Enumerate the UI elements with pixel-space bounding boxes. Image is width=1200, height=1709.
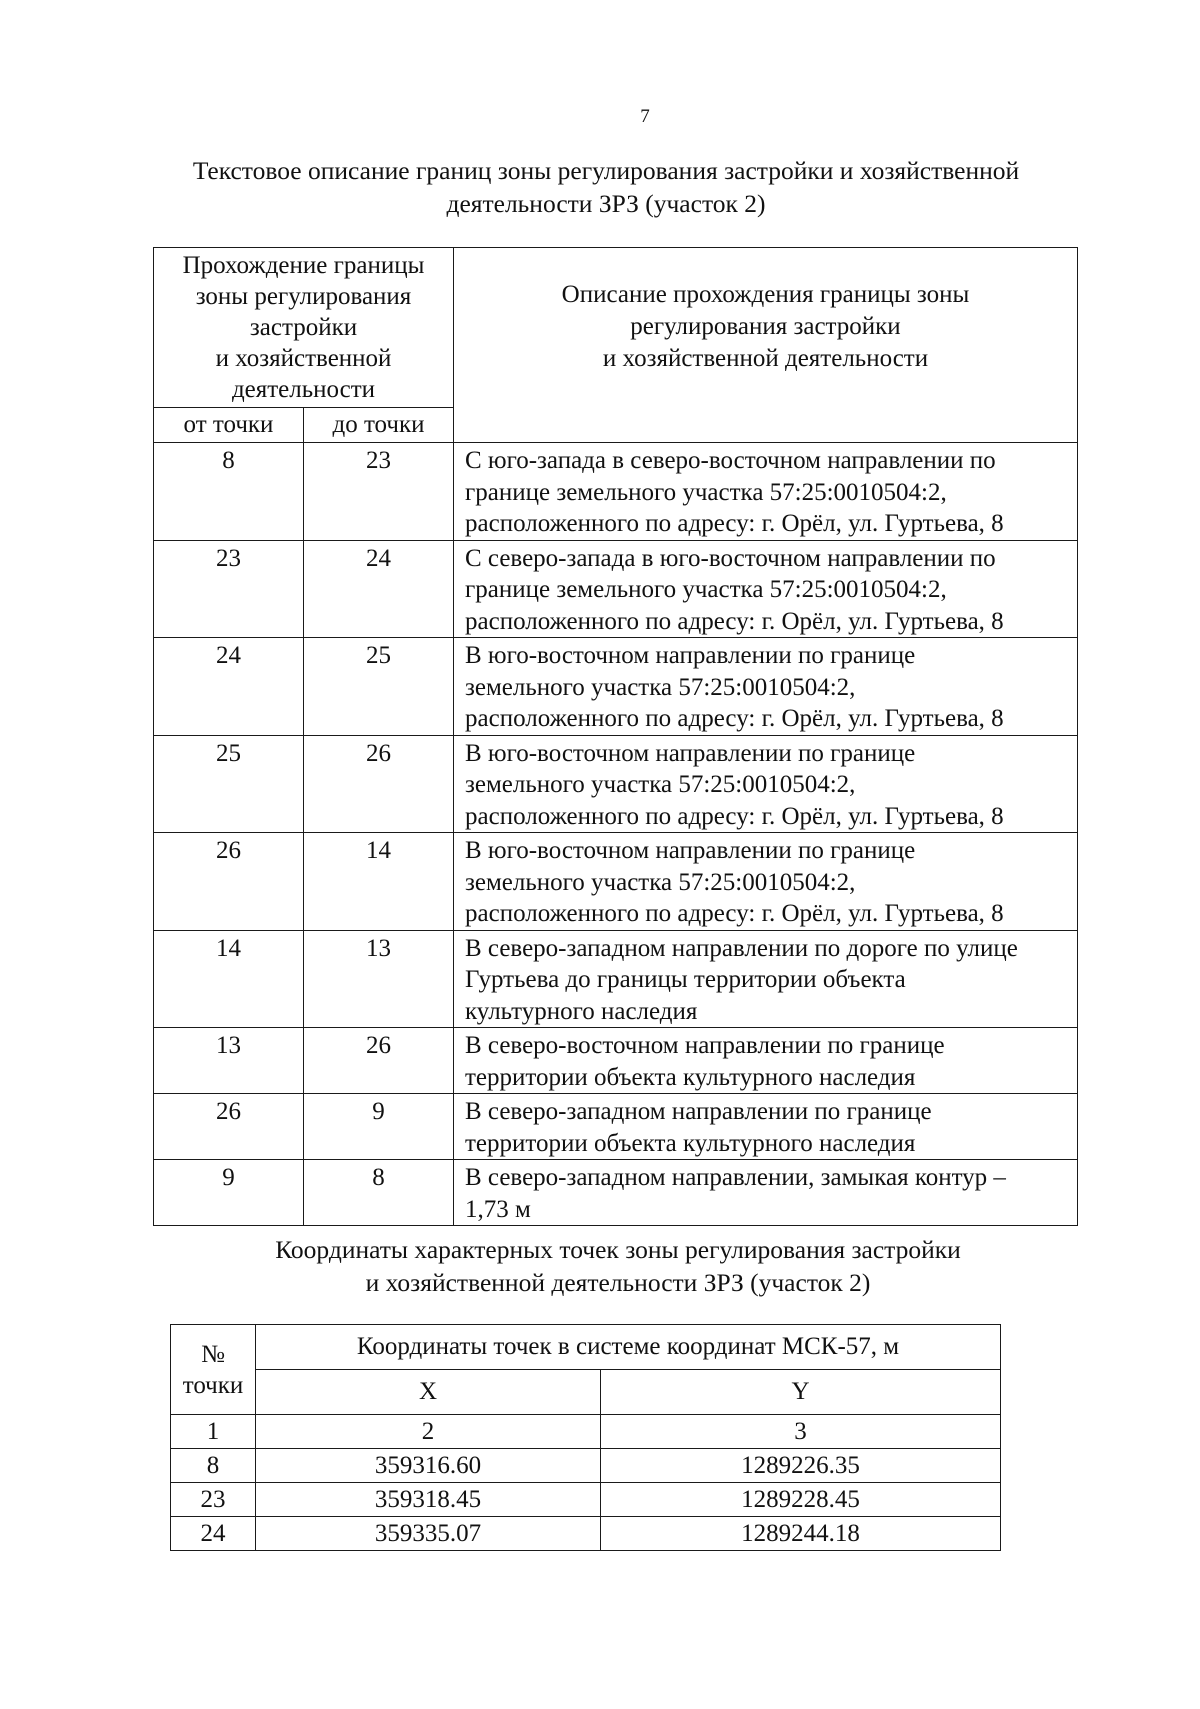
from-point: 14 (154, 930, 304, 1028)
coordinates-table (170, 1324, 1001, 1551)
description-line: 1,73 м (465, 1195, 531, 1223)
boundary-description-title (0, 154, 1200, 220)
table-row (171, 1517, 1001, 1551)
y-coordinate: 1289226.35 (601, 1449, 1001, 1483)
point-number: 8 (171, 1449, 256, 1483)
header-line: застройки (249, 314, 358, 341)
x-coordinate: 359316.60 (256, 1449, 601, 1483)
table-row (171, 1483, 1001, 1517)
from-point: 9 (154, 1160, 304, 1226)
title-line: Текстовое описание границ зоны регулирования застройки и хозяйственной (192, 156, 1020, 185)
boundary-description-table (153, 247, 1078, 1226)
column-index: 3 (601, 1415, 1001, 1449)
column-index: 2 (256, 1415, 601, 1449)
description-line: В северо-западном направлении, замыкая контур – (465, 1164, 1006, 1191)
description-line: территории объекта культурного наследия (465, 1129, 916, 1157)
table-row (154, 930, 1078, 1028)
description-line: расположенного по адресу: г. Орёл, ул. Гуртьева, 8 (465, 510, 1004, 537)
description-line: расположенного по адресу: г. Орёл, ул. Гуртьева, 8 (465, 802, 1004, 830)
header-line: точки (182, 1371, 244, 1399)
description-line: расположенного по адресу: г. Орёл, ул. Гуртьева, 8 (465, 607, 1004, 635)
from-point: 8 (154, 443, 304, 541)
to-point: 13 (304, 930, 454, 1028)
point-number-header (171, 1325, 256, 1415)
description-line: В северо-западном направлении по дороге по улице (465, 934, 1018, 962)
description-line: В юго-восточном направлении по границе (465, 837, 916, 864)
point-number: 24 (171, 1517, 256, 1551)
description-line: В северо-восточном направлении по границе (465, 1032, 945, 1059)
header-line: Прохождение границы (182, 252, 425, 279)
table-row (154, 540, 1078, 638)
to-point: 26 (304, 735, 454, 833)
boundary-description (454, 1094, 1078, 1160)
boundary-description (454, 930, 1078, 1028)
description-line: границе земельного участка 57:25:0010504:2, (465, 478, 947, 506)
description-line: В северо-западном направлении по границе (465, 1098, 932, 1125)
table-row (154, 1028, 1078, 1094)
description-line: расположенного по адресу: г. Орёл, ул. Гуртьева, 8 (465, 900, 1004, 927)
header-line: деятельности (231, 376, 376, 403)
title-line: деятельности ЗРЗ (участок 2) (446, 189, 766, 218)
to-point: 9 (304, 1094, 454, 1160)
title-line: и хозяйственной деятельности ЗРЗ (участок 2) (365, 1268, 871, 1297)
description-line: В юго-восточном направлении по границе (465, 642, 916, 669)
boundary-description (454, 638, 1078, 736)
to-point: 25 (304, 638, 454, 736)
description-line: культурного наследия (465, 997, 698, 1025)
y-header: Y (601, 1370, 1001, 1415)
coordinates-title (8, 1233, 1200, 1299)
header-line: и хозяйственной деятельности (602, 345, 929, 372)
to-point-header: до точки (304, 408, 454, 443)
description-line: С юго-запада в северо-восточном направлении по (465, 447, 996, 474)
from-point: 25 (154, 735, 304, 833)
table-row (154, 638, 1078, 736)
description-line: территории объекта культурного наследия (465, 1063, 916, 1091)
x-header: X (256, 1370, 601, 1415)
description-line: земельного участка 57:25:0010504:2, (465, 673, 856, 701)
boundary-description (454, 443, 1078, 541)
description-header (454, 248, 1078, 443)
from-point: 26 (154, 1094, 304, 1160)
column-index: 1 (171, 1415, 256, 1449)
header-line: зоны регулирования (195, 283, 412, 310)
table-row (154, 1094, 1078, 1160)
description-line: границе земельного участка 57:25:0010504:2, (465, 576, 947, 603)
y-coordinate: 1289228.45 (601, 1483, 1001, 1517)
coordinate-system-header: Координаты точек в системе координат МСК-57, м (256, 1325, 1001, 1370)
to-point: 26 (304, 1028, 454, 1094)
to-point: 23 (304, 443, 454, 541)
boundary-description (454, 540, 1078, 638)
point-number: 23 (171, 1483, 256, 1517)
from-point: 24 (154, 638, 304, 736)
to-point: 14 (304, 833, 454, 931)
header-line: регулирования застройки (630, 313, 901, 340)
from-point: 26 (154, 833, 304, 931)
page-number: 7 (640, 106, 650, 127)
to-point: 8 (304, 1160, 454, 1226)
column-index-row (171, 1415, 1001, 1449)
table-row (171, 1449, 1001, 1483)
boundary-description (454, 1028, 1078, 1094)
from-point: 13 (154, 1028, 304, 1094)
y-coordinate: 1289244.18 (601, 1517, 1001, 1551)
x-coordinate: 359318.45 (256, 1483, 601, 1517)
description-line: С северо-запада в юго-восточном направлении по (465, 544, 996, 572)
boundary-passage-header (154, 248, 454, 408)
boundary-description (454, 1160, 1078, 1226)
table-row (154, 443, 1078, 541)
boundary-description (454, 735, 1078, 833)
description-line: В юго-восточном направлении по границе (465, 739, 916, 767)
table-row (154, 833, 1078, 931)
from-point: 23 (154, 540, 304, 638)
table-row (154, 735, 1078, 833)
boundary-description (454, 833, 1078, 931)
description-line: Гуртьева до границы территории объекта (465, 966, 906, 993)
description-line: земельного участка 57:25:0010504:2, (465, 771, 856, 798)
from-point-header: от точки (154, 408, 304, 443)
description-line: расположенного по адресу: г. Орёл, ул. Гуртьева, 8 (465, 705, 1004, 732)
to-point: 24 (304, 540, 454, 638)
title-line: Координаты характерных точек зоны регулирования застройки (275, 1235, 961, 1264)
header-line: № (201, 1340, 225, 1368)
header-line: и хозяйственной (215, 345, 392, 372)
header-line: Описание прохождения границы зоны (561, 281, 970, 308)
x-coordinate: 359335.07 (256, 1517, 601, 1551)
table-row (154, 1160, 1078, 1226)
description-line: земельного участка 57:25:0010504:2, (465, 868, 856, 896)
